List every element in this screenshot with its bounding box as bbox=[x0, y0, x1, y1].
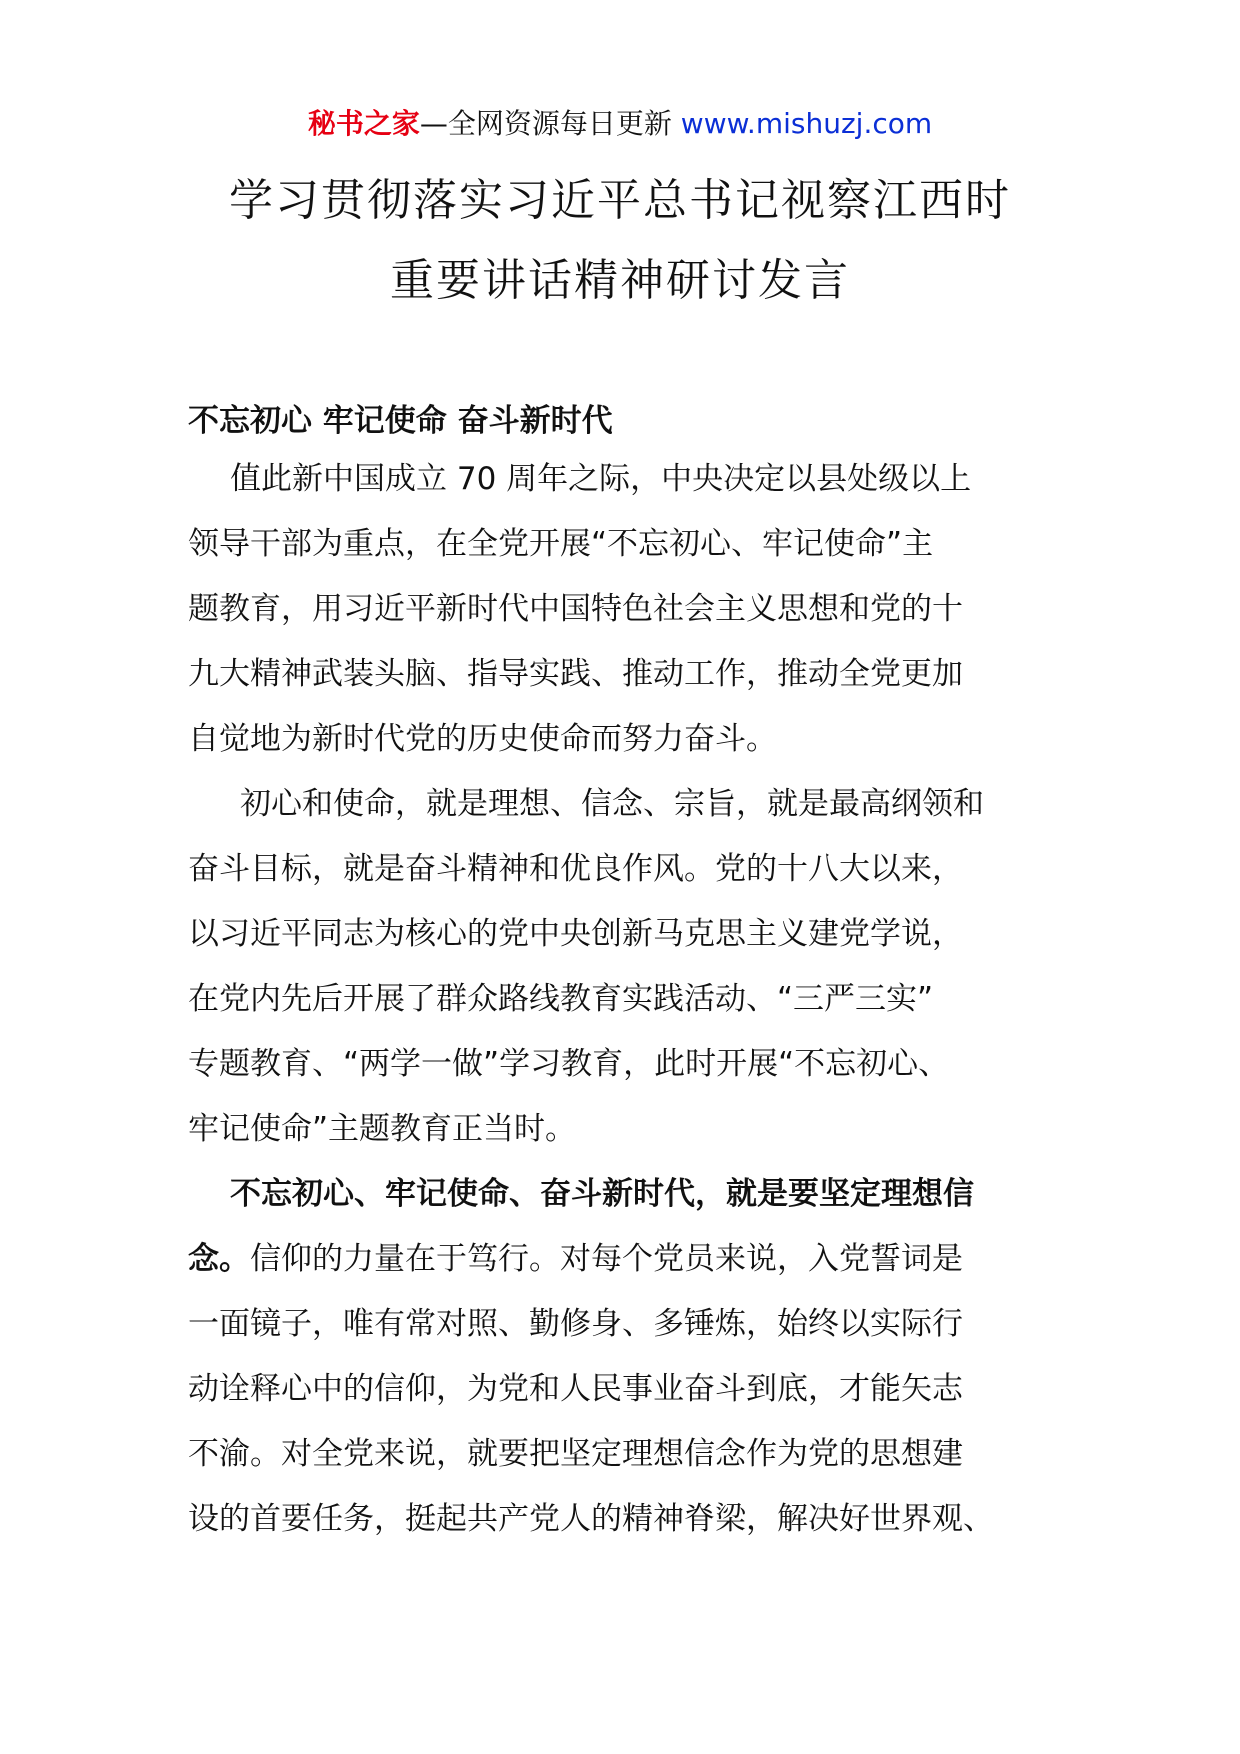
paragraph-line: 自觉地为新时代党的历史使命而努力奋斗。 bbox=[188, 721, 777, 757]
paragraph-line: 牢记使命”主题教育正当时。 bbox=[188, 1111, 577, 1147]
site-url-link[interactable]: www.mishuzj.com bbox=[680, 107, 933, 140]
paragraph-line: 设的首要任务，挺起共产党人的精神脊梁，解决好世界观、 bbox=[188, 1501, 994, 1537]
document-title-line-1: 学习贯彻落实习近平总书记视察江西时 bbox=[229, 175, 1011, 226]
paragraph-line bbox=[188, 1227, 1048, 1292]
document-title-line-2: 重要讲话精神研讨发言 bbox=[390, 255, 850, 306]
paragraph-line: 值此新中国成立 70 周年之际，中央决定以县处级以上 bbox=[230, 461, 972, 497]
paragraph-line: 一面镜子，唯有常对照、勤修身、多锤炼，始终以实际行 bbox=[188, 1306, 963, 1342]
paragraph-line: 九大精神武装头脑、指导实践、推动工作，推动全党更加 bbox=[188, 656, 963, 692]
paragraph-line: 领导干部为重点，在全党开展“不忘初心、牢记使命”主 bbox=[188, 526, 934, 562]
paragraph-line: 专题教育、“两学一做”学习教育，此时开展“不忘初心、 bbox=[188, 1046, 950, 1082]
paragraph-line: 在党内先后开展了群众路线教育实践活动、“三严三实” bbox=[188, 981, 934, 1017]
site-header bbox=[0, 104, 1240, 144]
section-subheading: 不忘初心 牢记使命 奋斗新时代 bbox=[188, 403, 613, 439]
paragraph-3 bbox=[188, 1162, 1048, 1552]
bold-lead: 不忘初心、牢记使命、奋斗新时代，就是要坚定理想信 bbox=[230, 1176, 974, 1212]
paragraph-line: 奋斗目标，就是奋斗精神和优良作风。党的十八大以来， bbox=[188, 851, 963, 887]
paragraph-line: 题教育，用习近平新时代中国特色社会主义思想和党的十 bbox=[188, 591, 963, 627]
site-tagline: —全网资源每日更新 bbox=[419, 107, 672, 140]
paragraph-2 bbox=[188, 772, 1048, 1162]
paragraph-line: 初心和使命，就是理想、信念、宗旨，就是最高纲领和 bbox=[240, 786, 984, 822]
paragraph-text: 信仰的力量在于笃行。对每个党员来说，入党誓词是 bbox=[250, 1241, 963, 1277]
site-brand: 秘书之家 bbox=[307, 107, 420, 140]
bold-lead-end: 念。 bbox=[188, 1241, 250, 1277]
paragraph-1 bbox=[188, 447, 1048, 772]
document-body bbox=[188, 396, 1048, 1552]
paragraph-line-bold bbox=[188, 1162, 1048, 1227]
paragraph-line: 动诠释心中的信仰，为党和人民事业奋斗到底，才能矢志 bbox=[188, 1371, 963, 1407]
paragraph-line: 以习近平同志为核心的党中央创新马克思主义建党学说， bbox=[188, 916, 963, 952]
paragraph-line: 不渝。对全党来说，就要把坚定理想信念作为党的思想建 bbox=[188, 1436, 963, 1472]
